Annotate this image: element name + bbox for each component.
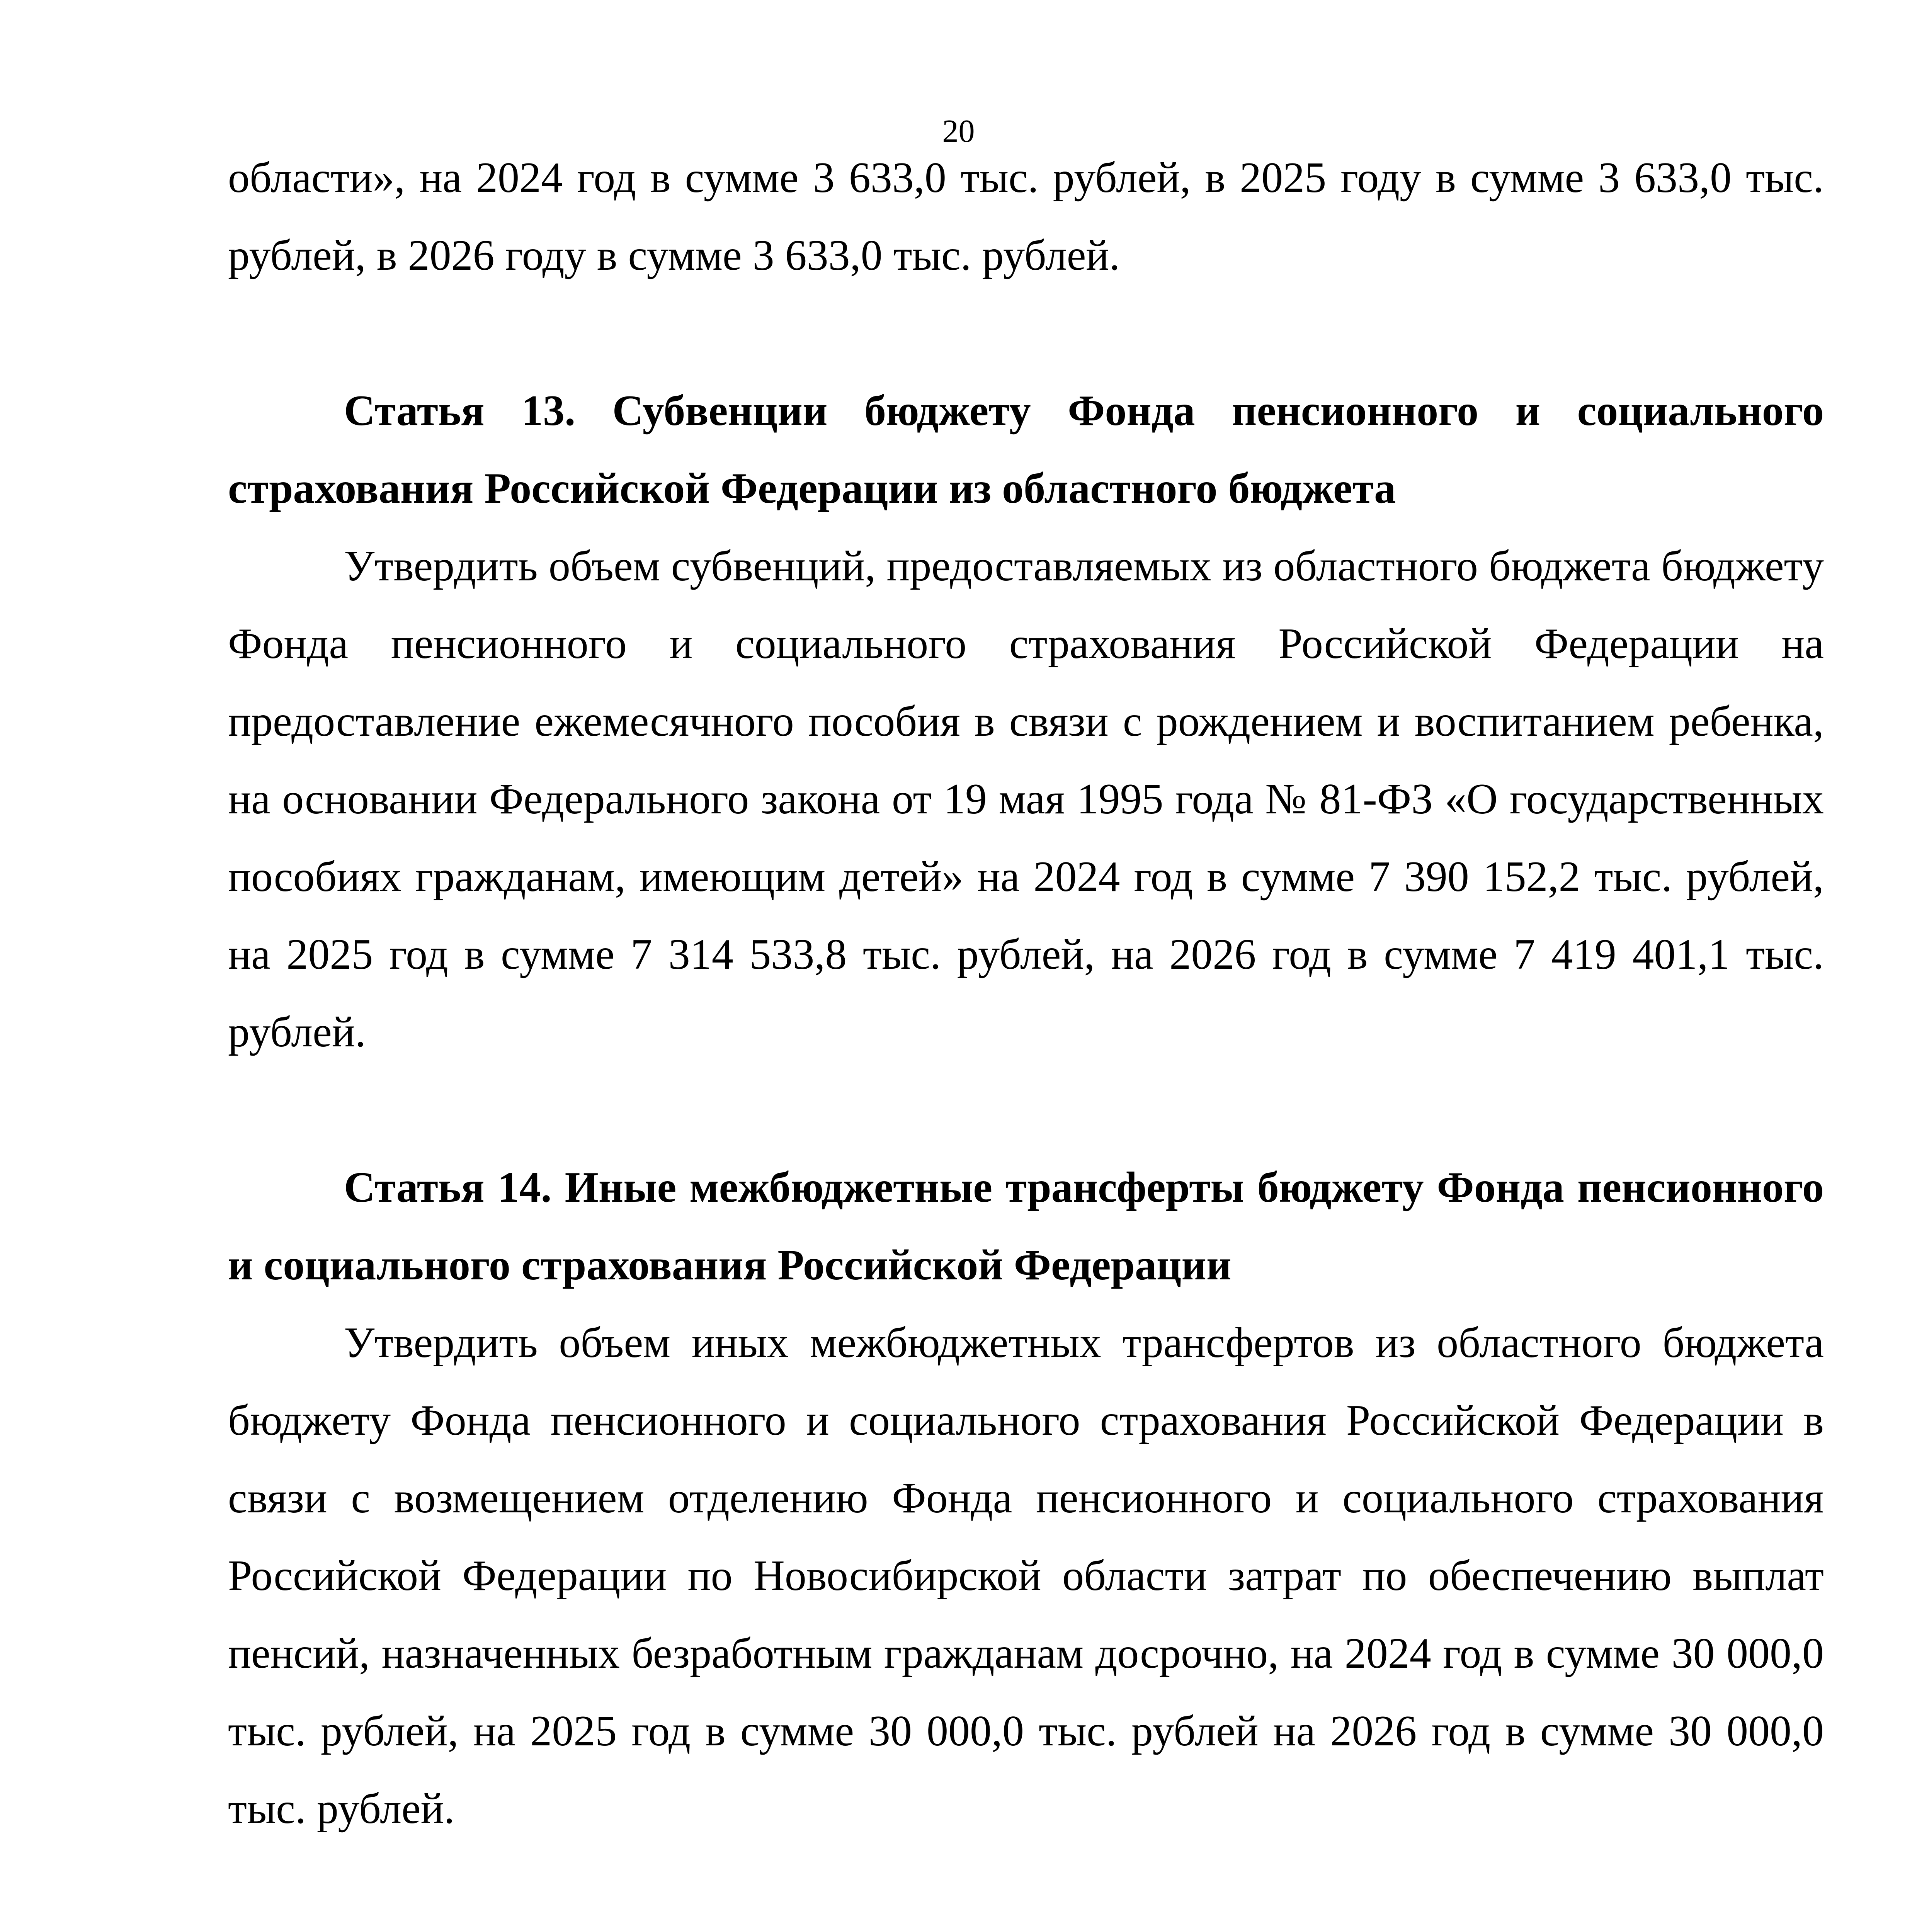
document-body [228,139,1824,1932]
article-14-body: Утвердить объем иных межбюджетных трансфертов из областного бюджета бюджету Фонда пенсионного и социального страхования Российской Федерации в связи с возмещением отделению Фонда пенсионного и социального страхования Российской Федерации по Новосибирской области затрат по обеспечению выплат пенсий, назначенных безработным гражданам досрочно, на 2024 год в сумме 30 000,0 тыс. рублей, на 2025 год в сумме 30 000,0 тыс. рублей на 2026 год в сумме 30 000,0 тыс. рублей. [228,1319,1824,1833]
article-13-heading: Статья 13. Субвенции бюджету Фонда пенсионного и социального страхования Российской Федерации из областного бюджета [228,387,1824,512]
paragraph-continuation: области», на 2024 год в сумме 3 633,0 тыс. рублей, в 2025 году в сумме 3 633,0 тыс. рублей, в 2026 году в сумме 3 633,0 тыс. рублей. [228,154,1824,279]
article-13-body: Утвердить объем субвенций, предоставляемых из областного бюджета бюджету Фонда пенсионного и социального страхования Российской Федерации на предоставление ежемесячного пособия в связи с рождением и воспитанием ребенка, на основании Федерального закона от 19 мая 1995 года № 81-ФЗ «О государственных пособиях гражданам, имеющим детей» на 2024 год в сумме 7 390 152,2 тыс. рублей, на 2025 год в сумме 7 314 533,8 тыс. рублей, на 2026 год в сумме 7 419 401,1 тыс. рублей. [228,542,1824,1056]
article-14-heading: Статья 14. Иные межбюджетные трансферты бюджету Фонда пенсионного и социального страхования Российской Федерации [228,1163,1824,1289]
page-number: 20 [942,113,975,149]
article-15-heading [228,1925,1824,1932]
